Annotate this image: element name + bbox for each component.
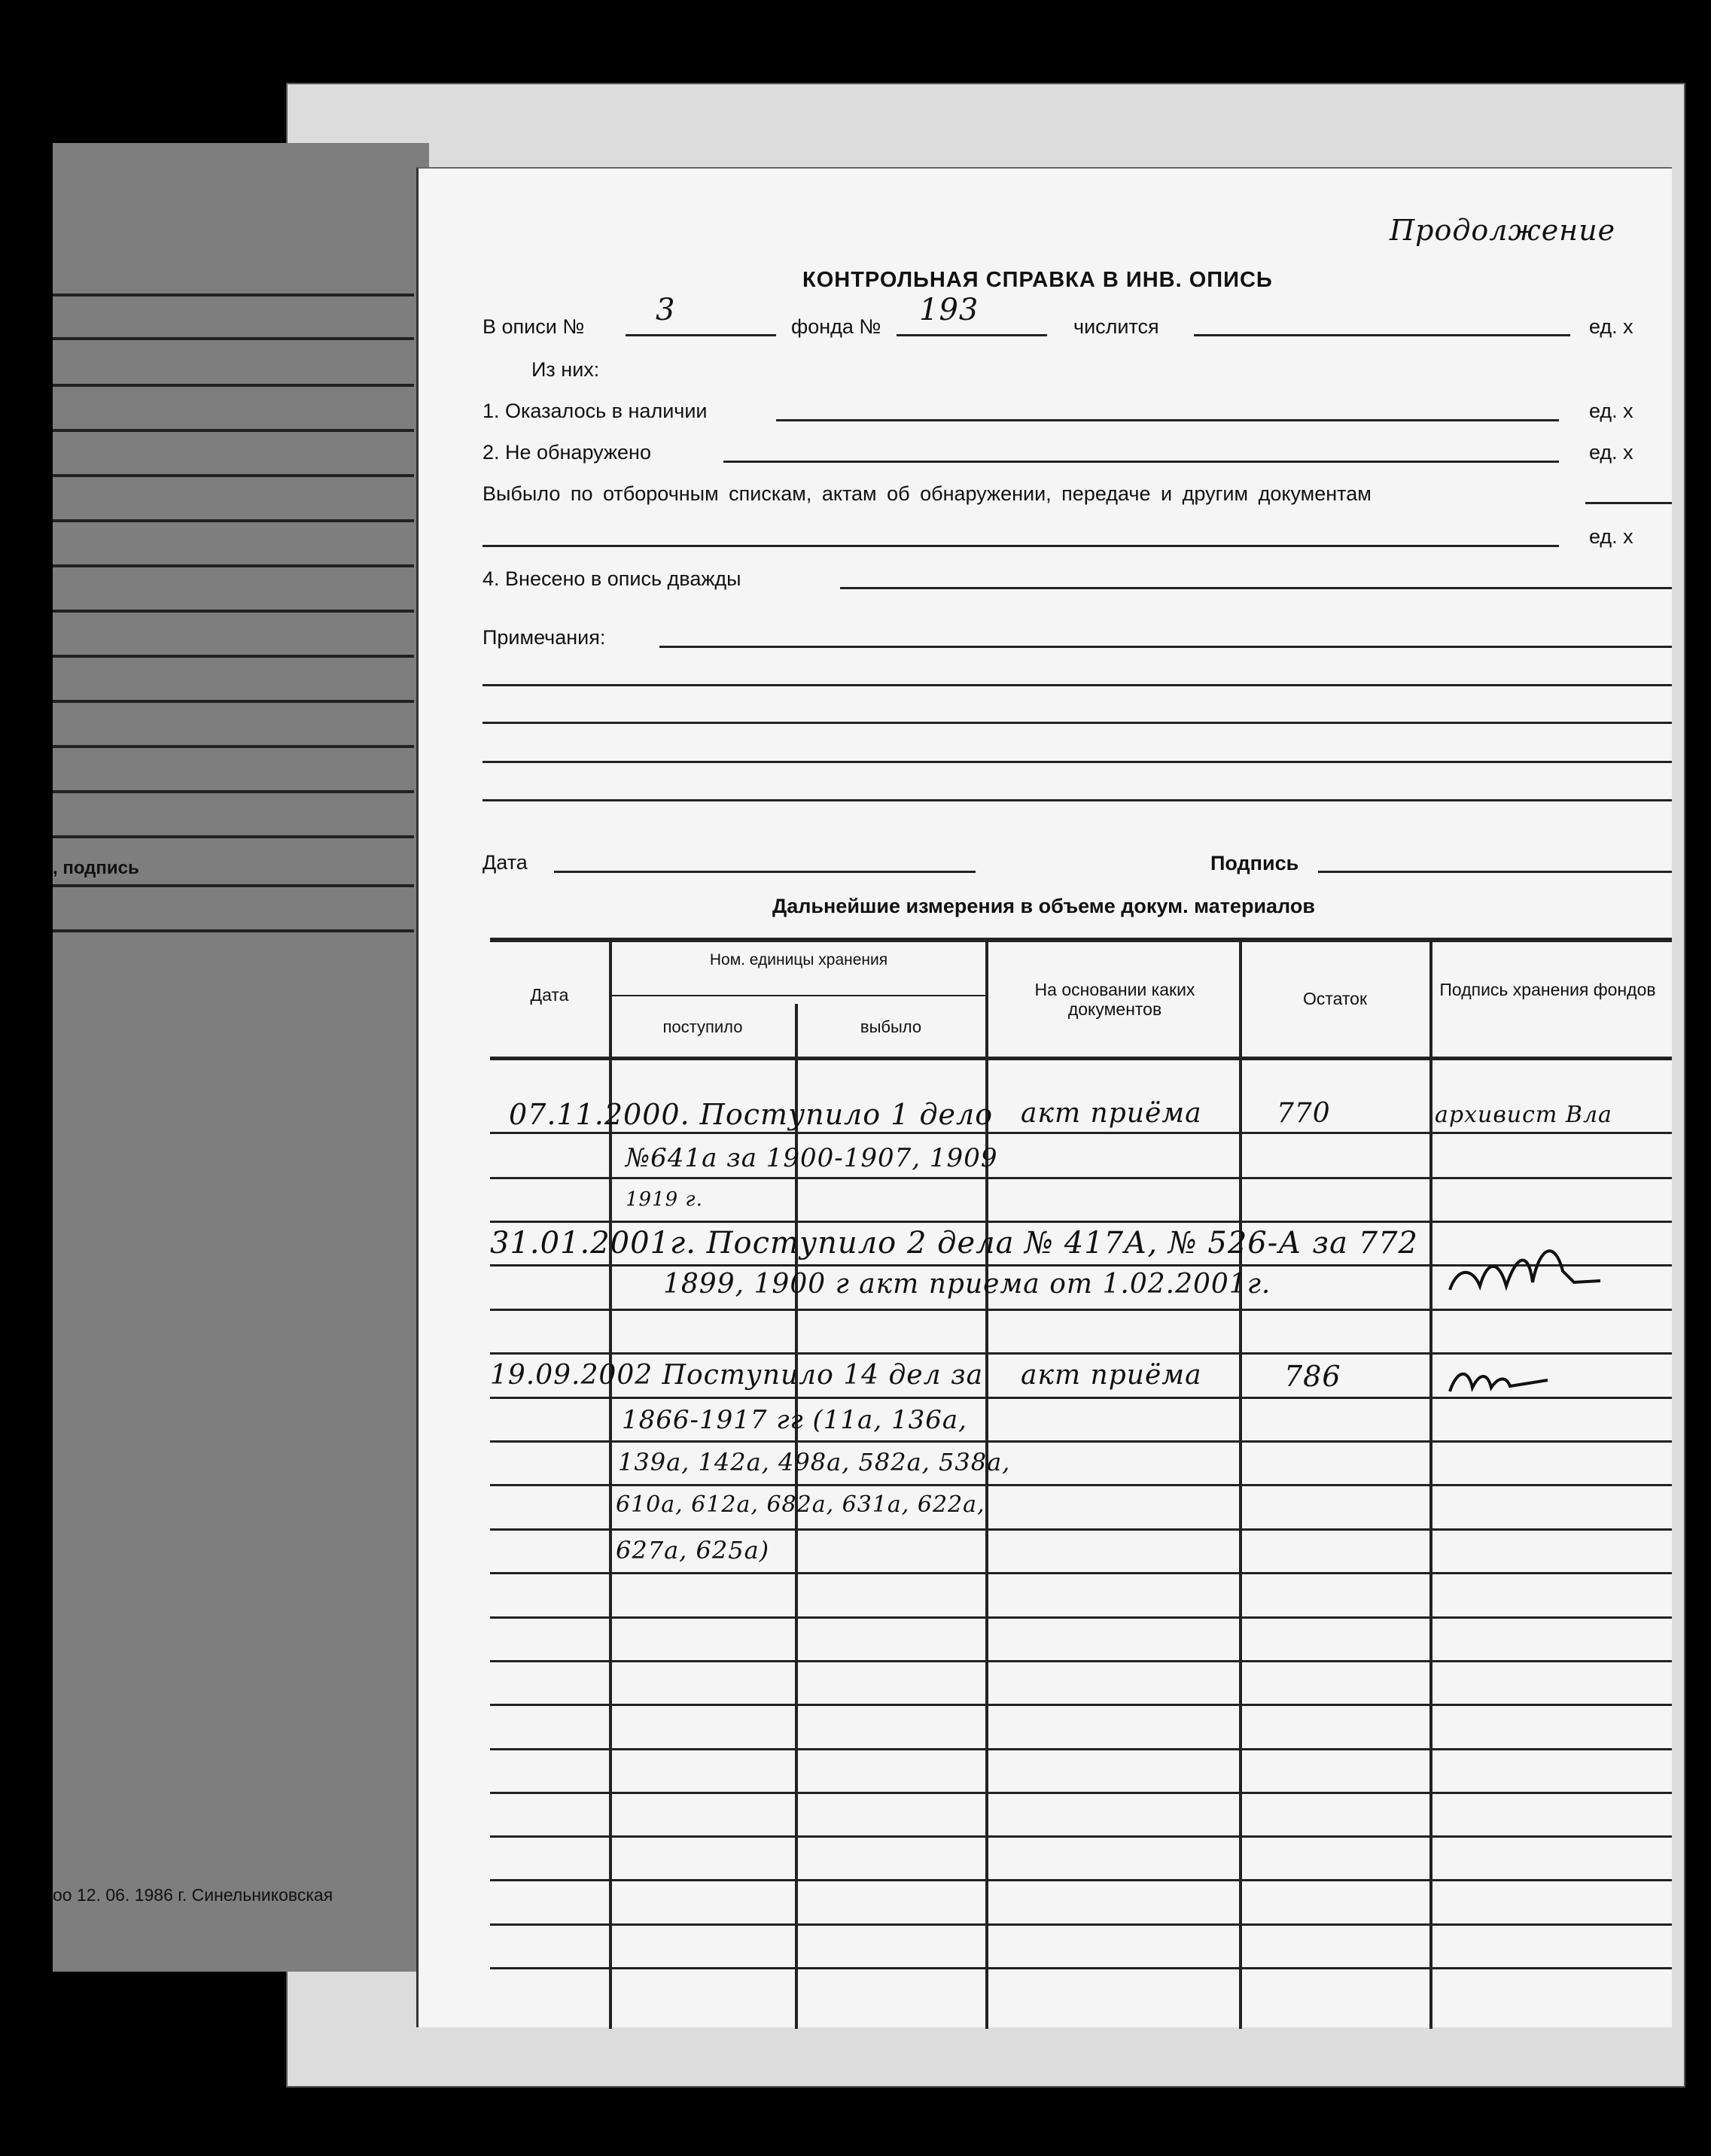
- entry2-signature-scribble: [1442, 1237, 1608, 1305]
- th-remainder: Остаток: [1302, 989, 1368, 1008]
- handwritten-header: Продолжение: [1390, 214, 1616, 247]
- th-removed: выбыло: [860, 1017, 922, 1036]
- entry2-line1: 31.01.2001г. Поступило 2 дела № 417А, № 526-А за 772: [490, 1226, 1418, 1260]
- unit-label-1: ед. х: [1589, 315, 1633, 338]
- missing-label: 2. Не обнаружено: [483, 441, 651, 464]
- found-label: 1. Оказалось в наличии: [483, 400, 708, 422]
- entry1-basis: акт приёма: [1021, 1098, 1202, 1129]
- entry3-line1: 19.09.2002 Поступило 14 дел за: [490, 1360, 984, 1391]
- opis-number: 3: [656, 293, 676, 327]
- entry3-line3: 139а, 142а, 498а, 582а, 538а,: [618, 1448, 1011, 1476]
- date-label: Дата: [483, 851, 528, 874]
- unit-label-4: ед. х: [1589, 525, 1633, 548]
- entry1-signature: архивист Вла: [1435, 1102, 1612, 1128]
- iz-nih-label: Из них:: [531, 358, 600, 381]
- signature-label: Подпись: [1210, 852, 1299, 874]
- entry3-remainder: 786: [1284, 1360, 1341, 1393]
- fond-label: фонда №: [791, 315, 881, 338]
- fond-number: 193: [919, 293, 979, 327]
- entry1-line1: 07.11.2000. Поступило 1 дело: [509, 1098, 994, 1131]
- unit-label-3: ед. х: [1589, 441, 1633, 464]
- table-title: Дальнейшие измерения в объеме докум. материалов: [772, 895, 1315, 917]
- entry3-line4: 610а, 612а, 682а, 631а, 622а,: [616, 1492, 985, 1518]
- notes-label: Примечания:: [483, 626, 606, 649]
- th-signature: Подпись хранения фондов: [1439, 980, 1656, 999]
- entry1-line2: №641а за 1900-1907, 1909: [626, 1143, 998, 1173]
- entry1-remainder: 770: [1277, 1098, 1331, 1129]
- entry2-line2: 1899, 1900 г акт приема от 1.02.2001г.: [663, 1269, 1271, 1300]
- th-received: поступило: [662, 1017, 743, 1036]
- control-certificate-page: [416, 167, 1672, 2027]
- listed-label: числится: [1073, 315, 1159, 338]
- unit-label-2: ед. х: [1589, 400, 1633, 422]
- opis-label: В описи №: [483, 315, 585, 338]
- th-storage-units: Ном. единицы хранения: [709, 951, 888, 969]
- entry3-line2: 1866-1917 гг (11а, 136а,: [622, 1405, 967, 1435]
- form-title: КОНТРОЛЬНАЯ СПРАВКА В ИНВ. ОПИСЬ: [802, 268, 1273, 292]
- entry3-basis: акт приёма: [1021, 1360, 1202, 1391]
- th-basis: На основании каких документов: [1034, 980, 1195, 1019]
- removed-label: Выбыло по отборочным спискам, актам об обнаружении, передаче и другим документам: [483, 482, 1372, 505]
- left-cover-sheet: [53, 143, 429, 1972]
- entry3-line5: 627а, 625а): [616, 1536, 770, 1565]
- twice-label: 4. Внесено в опись дважды: [483, 567, 741, 590]
- entry3-signature-scribble: [1442, 1358, 1578, 1403]
- cover-footer: оо 12. 06. 1986 г. Синельниковская: [53, 1885, 333, 1905]
- th-date: Дата: [530, 985, 569, 1005]
- cover-signature-label: , подпись: [53, 858, 139, 878]
- entry1-line3: 1919 г.: [626, 1188, 703, 1211]
